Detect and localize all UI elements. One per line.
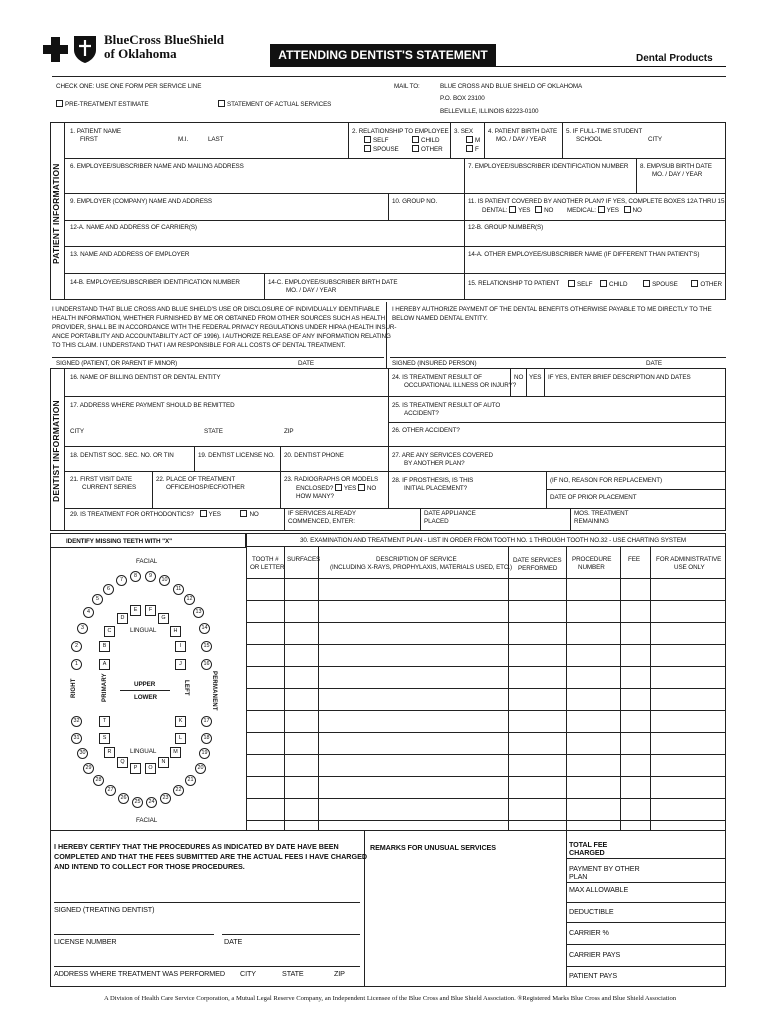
- tooth-22[interactable]: 22: [173, 785, 184, 796]
- field-12a-label: 12-A. NAME AND ADDRESS OF CARRIER(S): [70, 224, 197, 231]
- rel15-spouse-checkbox[interactable]: [643, 280, 650, 287]
- primary-tooth-T[interactable]: T: [99, 716, 110, 727]
- col-yes-header: YES: [529, 374, 542, 381]
- rel15-self-checkbox[interactable]: [568, 280, 575, 287]
- primary-tooth-N[interactable]: N: [158, 757, 169, 768]
- col-procedure-header: PROCEDURE: [572, 556, 612, 563]
- chart-lingual-top: LINGUAL: [130, 627, 157, 634]
- service-row-line: [246, 820, 726, 821]
- service-row-line: [246, 798, 726, 799]
- city-label: CITY: [648, 136, 662, 143]
- rel15-other-checkbox[interactable]: [691, 280, 698, 287]
- service-row-line: [246, 710, 726, 711]
- cert-line-3: AND INTEND TO COLLECT FOR THOSE PROCEDURES.: [54, 862, 245, 871]
- tooth-12[interactable]: 12: [184, 594, 195, 605]
- sex-f-checkbox[interactable]: [466, 145, 473, 152]
- authorization-text: [52, 306, 396, 350]
- chart-lower-label: LOWER: [134, 694, 157, 701]
- treatment-address-label: ADDRESS WHERE TREATMENT WAS PERFORMED: [54, 969, 225, 978]
- enclosed-label: ENCLOSED?: [296, 485, 334, 492]
- service-row-line: [246, 754, 726, 755]
- field-28-label: 28. IF PROSTHESIS, IS THIS: [392, 477, 474, 484]
- field-22-label: 22. PLACE OF TREATMENT: [156, 476, 236, 483]
- auth-line-3: PROVIDER, SHALL BE IN ACCORDANCE WITH THE FEDERAL PRIVACY REGULATIONS UNDER HIPAA (HEALTH INSUR-: [52, 324, 397, 332]
- auth-line-2: HEALTH INFORMATION, WHETHER FURNISHED BY ME OR OBTAINED FROM OTHER SOURCES SUCH AS HEALTH: [52, 315, 386, 323]
- col-no-header: NO: [514, 374, 524, 381]
- rel-self-option[interactable]: [364, 136, 388, 145]
- tooth-13[interactable]: 13: [193, 607, 204, 618]
- tooth-20[interactable]: 20: [195, 763, 206, 774]
- field-5-label: 5. IF FULL-TIME STUDENT: [566, 128, 643, 135]
- field-15-label: 15. RELATIONSHIP TO PATIENT: [468, 280, 560, 287]
- tooth-23[interactable]: 23: [160, 793, 171, 804]
- field-22-sub: OFFICE/HOSP/ECF/OTHER: [166, 484, 245, 491]
- payment-other-label: PAYMENT BY OTHER: [569, 864, 640, 873]
- tooth-8[interactable]: 8: [130, 571, 141, 582]
- other-plan-options[interactable]: [482, 206, 642, 215]
- field-25-sub: ACCIDENT?: [404, 410, 439, 417]
- total-fee-label: TOTAL FEE: [569, 840, 608, 849]
- rel-spouse-label: SPOUSE: [373, 146, 399, 153]
- actual-services-option[interactable]: [218, 100, 331, 109]
- first-name-label: FIRST: [80, 136, 98, 143]
- tooth-3[interactable]: 3: [77, 623, 88, 634]
- services-commenced-label: IF SERVICES ALREADY: [288, 510, 356, 517]
- chart-lingual-bottom: LINGUAL: [130, 748, 157, 755]
- pre-treatment-label: PRE-TREATMENT ESTIMATE: [65, 101, 149, 108]
- auth-line-4: ANCE PORTABILITY AND ACCOUNTABILITY ACT OF 1996). I AUTHORIZE RELEASE OF ANY INFORMATION RELATING: [52, 333, 391, 341]
- tooth-21[interactable]: 21: [185, 775, 196, 786]
- date-appliance-label: DATE APPLIANCE: [424, 510, 476, 517]
- col-procedure-sub: NUMBER: [578, 564, 605, 571]
- field-20-label: 20. DENTIST PHONE: [284, 452, 344, 459]
- radiographs-yes-label: YES: [343, 485, 357, 492]
- primary-tooth-G[interactable]: G: [158, 613, 169, 624]
- tooth-7[interactable]: 7: [116, 575, 127, 586]
- col-fee-header: FEE: [628, 556, 640, 563]
- primary-tooth-R[interactable]: R: [104, 747, 115, 758]
- medical-label: MEDICAL:: [566, 207, 596, 214]
- field-10-label: 10. GROUP NO.: [392, 198, 438, 205]
- form-title: ATTENDING DENTIST'S STATEMENT: [278, 48, 488, 62]
- dentist-city-label: CITY: [70, 428, 84, 435]
- tooth-16[interactable]: 16: [201, 659, 212, 670]
- field-21-sub: CURRENT SERIES: [82, 484, 137, 491]
- sex-m-checkbox[interactable]: [466, 136, 473, 143]
- field-25-label: 25. IS TREATMENT RESULT OF AUTO: [392, 402, 501, 409]
- ortho-no-checkbox[interactable]: [240, 510, 247, 517]
- mail-address-2: P.O. BOX 23100: [440, 95, 485, 102]
- payment-other-sub: PLAN: [569, 872, 588, 881]
- tooth-18[interactable]: 18: [201, 733, 212, 744]
- primary-tooth-D[interactable]: D: [117, 613, 128, 624]
- tooth-17[interactable]: 17: [201, 716, 212, 727]
- col-tooth-sub: OR LETTER: [250, 564, 285, 571]
- tooth-24[interactable]: 24: [146, 797, 157, 808]
- field-17-label: 17. ADDRESS WHERE PAYMENT SHOULD BE REMITTED: [70, 402, 235, 409]
- rel15-child-checkbox[interactable]: [600, 280, 607, 287]
- sex-m-option[interactable]: [466, 136, 480, 145]
- field-6-label: 6. EMPLOYEE/SUBSCRIBER NAME AND MAILING ADDRESS: [70, 163, 244, 170]
- primary-tooth-L[interactable]: L: [175, 733, 186, 744]
- field-9-label: 9. EMPLOYER (COMPANY) NAME AND ADDRESS: [70, 198, 212, 205]
- identify-missing-label: IDENTIFY MISSING TEETH WITH "X": [66, 538, 172, 545]
- tooth-28[interactable]: 28: [93, 775, 104, 786]
- field-23-label: 23. RADIOGRAPHS OR MODELS: [284, 476, 379, 483]
- rel-other-option[interactable]: [412, 145, 443, 154]
- patient-sign-date-label: DATE: [298, 360, 314, 367]
- col-admin-sub: USE ONLY: [674, 564, 705, 571]
- primary-tooth-C[interactable]: C: [104, 626, 115, 637]
- primary-tooth-H[interactable]: H: [170, 626, 181, 637]
- field-26-label: 26. OTHER ACCIDENT?: [392, 427, 460, 434]
- field-24-description: IF YES, ENTER BRIEF DESCRIPTION AND DATES: [548, 374, 691, 381]
- field-14c-label: 14-C. EMPLOYEE/SUBSCRIBER BIRTH DATE: [268, 279, 398, 286]
- field-18-label: 18. DENTIST SOC. SEC. NO. OR TIN: [70, 452, 174, 459]
- radiographs-yes-checkbox[interactable]: [335, 484, 342, 491]
- title-bar: [270, 44, 496, 66]
- sex-m-label: M: [475, 137, 481, 144]
- primary-tooth-O[interactable]: O: [145, 763, 156, 774]
- tooth-31[interactable]: 31: [71, 733, 82, 744]
- pre-treatment-option[interactable]: [56, 100, 149, 109]
- rel15-self-label: SELF: [577, 281, 593, 288]
- medical-no-label: NO: [632, 207, 642, 214]
- total-fee-sub: CHARGED: [569, 848, 605, 857]
- cross-shield-icon: [42, 34, 102, 64]
- tooth-30[interactable]: 30: [77, 748, 88, 759]
- service-row-line: [246, 776, 726, 777]
- primary-tooth-I[interactable]: I: [175, 641, 186, 652]
- chart-facial-top: FACIAL: [136, 558, 158, 565]
- rel15-spouse-label: SPOUSE: [652, 281, 678, 288]
- mail-address-3: BELLEVILLE, ILLINOIS 62223-0100: [440, 108, 539, 115]
- actual-services-checkbox[interactable]: [218, 100, 225, 107]
- field-14c-format: MO. / DAY / YEAR: [286, 287, 337, 294]
- check-one-label: CHECK ONE: USE ONE FORM PER SERVICE LINE: [56, 83, 202, 90]
- tooth-9[interactable]: 9: [145, 571, 156, 582]
- primary-tooth-F[interactable]: F: [145, 605, 156, 616]
- field-24-sub: OCCUPATIONAL ILLNESS OR INJURY?: [404, 382, 517, 389]
- service-row-line: [246, 600, 726, 601]
- insured-signature-label: SIGNED (INSURED PERSON): [392, 360, 477, 367]
- tooth-29[interactable]: 29: [83, 763, 94, 774]
- remarks-input[interactable]: [368, 855, 562, 983]
- school-label: SCHOOL: [576, 136, 602, 143]
- field-16-label: 16. NAME OF BILLING DENTIST OR DENTAL ENTITY: [70, 374, 221, 381]
- license-number-label: LICENSE NUMBER: [54, 937, 117, 946]
- primary-tooth-B[interactable]: B: [99, 641, 110, 652]
- rel15-other-label: OTHER: [700, 281, 722, 288]
- field-27-sub: BY ANOTHER PLAN?: [404, 460, 465, 467]
- tooth-15[interactable]: 15: [201, 641, 212, 652]
- assign-line-2: BELOW NAMED DENTAL ENTITY.: [392, 315, 488, 323]
- col-description-header: DESCRIPTION OF SERVICE: [376, 556, 457, 563]
- col-description-sub: (INCLUDING X-RAYS, PROPHYLAXIS, MATERIALS USED, ETC.): [330, 564, 513, 571]
- radiographs-options[interactable]: [296, 484, 376, 493]
- primary-tooth-E[interactable]: E: [130, 605, 141, 616]
- primary-tooth-M[interactable]: M: [170, 747, 181, 758]
- emp-birth-date-format: MO. / DAY / YEAR: [652, 171, 703, 178]
- how-many-label: HOW MANY?: [296, 493, 334, 500]
- tooth-11[interactable]: 11: [173, 584, 184, 595]
- actual-services-label: STATEMENT OF ACTUAL SERVICES: [227, 101, 332, 108]
- field-19-label: 19. DENTIST LICENSE NO.: [198, 452, 275, 459]
- dental-products-label: Dental Products: [636, 53, 713, 64]
- rel-self-label: SELF: [373, 137, 389, 144]
- radiographs-no-label: NO: [366, 485, 377, 492]
- auth-line-5: TO THIS CLAIM. I UNDERSTAND THAT I AM RESPONSIBLE FOR ALL COSTS OF DENTAL TREATMENT.: [52, 342, 346, 350]
- tooth-2[interactable]: 2: [71, 641, 82, 652]
- date-appliance-sub: PLACED: [424, 518, 449, 525]
- service-row-line: [246, 622, 726, 623]
- birth-date-format: MO. / DAY / YEAR: [496, 136, 547, 143]
- sex-f-option[interactable]: [466, 145, 479, 154]
- carrier-percent-label: CARRIER %: [569, 928, 609, 937]
- bcbs-logo: [42, 34, 102, 64]
- ortho-yes-checkbox[interactable]: [200, 510, 207, 517]
- primary-tooth-P[interactable]: P: [130, 763, 141, 774]
- treatment-zip-label: ZIP: [334, 969, 345, 978]
- cert-line-2: COMPLETED AND THAT THE FEES SUBMITTED ARE THE ACTUAL FEES I HAVE CHARGED: [54, 852, 368, 861]
- chart-facial-bottom: FACIAL: [136, 817, 158, 824]
- field-13-label: 13. NAME AND ADDRESS OF EMPLOYER: [70, 251, 190, 258]
- field-28-sub: INITIAL PLACEMENT?: [404, 485, 468, 492]
- rel15-child-label: CHILD: [609, 281, 628, 288]
- col-date-sub: PERFORMED: [518, 565, 558, 572]
- mi-label: M.I.: [178, 136, 189, 143]
- tooth-5[interactable]: 5: [92, 594, 103, 605]
- field-27-label: 27. ARE ANY SERVICES COVERED: [392, 452, 493, 459]
- ortho-yes-label: YES: [208, 511, 221, 518]
- deductible-label: DEDUCTIBLE: [569, 907, 614, 916]
- field-30-label: 30. EXAMINATION AND TREATMENT PLAN - LIST IN ORDER FROM TOOTH NO. 1 THROUGH TOOTH NO.32 - USE CHARTING SYSTEM: [300, 537, 686, 544]
- chart-upper-label: UPPER: [134, 681, 156, 688]
- chart-right-label: RIGHT: [71, 678, 77, 698]
- field-12b-label: 12-B. GROUP NUMBER(S): [468, 224, 544, 231]
- max-allowable-label: MAX ALLOWABLE: [569, 885, 629, 894]
- medical-yes-checkbox[interactable]: [598, 206, 605, 213]
- chart-left-label: LEFT: [183, 680, 189, 696]
- logo-text: [104, 33, 224, 61]
- medical-no-checkbox[interactable]: [624, 206, 631, 213]
- last-name-label: LAST: [208, 136, 224, 143]
- field-8-label: 8. EMP/SUB BIRTH DATE: [640, 163, 712, 170]
- assign-line-1: I HEREBY AUTHORIZE PAYMENT OF THE DENTAL BENEFITS OTHERWISE PAYABLE TO ME DIRECTLY TO THE: [392, 306, 712, 313]
- dental-label: DENTAL:: [482, 207, 508, 214]
- patient-pays-label: PATIENT PAYS: [569, 971, 618, 980]
- field-4-label: 4. PATIENT BIRTH DATE: [488, 128, 558, 135]
- tooth-6[interactable]: 6: [103, 584, 114, 595]
- field-14a-label: 14-A. OTHER EMPLOYEE/SUBSCRIBER NAME (IF DIFFERENT THAN PATIENT'S): [468, 251, 700, 258]
- chart-permanent-label: PERMANENT: [211, 671, 217, 711]
- primary-tooth-S[interactable]: S: [99, 733, 110, 744]
- tooth-10[interactable]: 10: [159, 575, 170, 586]
- tooth-26[interactable]: 26: [118, 793, 129, 804]
- assignment-text: [392, 306, 712, 323]
- treatment-city-label: CITY: [240, 969, 256, 978]
- service-row-line: [246, 688, 726, 689]
- col-admin-header: FOR ADMINISTRATIVE: [656, 556, 722, 563]
- field-7-label: 7. EMPLOYEE/SUBSCRIBER IDENTIFICATION NUMBER: [468, 163, 629, 170]
- carrier-pays-label: CARRIER PAYS: [569, 950, 621, 959]
- sex-f-label: F: [475, 146, 479, 153]
- tooth-27[interactable]: 27: [105, 785, 116, 796]
- field-3-label: 3. SEX: [454, 128, 474, 135]
- primary-tooth-A[interactable]: A: [99, 659, 110, 670]
- auth-line-1: I UNDERSTAND THAT BLUE CROSS AND BLUE SHIELD'S USE OR DISCLOSURE OF INDIVIDUALLY IDENTIFIABLE: [52, 306, 380, 313]
- primary-tooth-J[interactable]: J: [175, 659, 186, 670]
- ortho-no-label: NO: [249, 511, 259, 518]
- footer-text: A Division of Health Care Service Corporation, a Mutual Legal Reserve Company, an Independent Licensee of the Blue Cross and Blue Shield Association. ®Registered Marks Blue Cross and Blue Shield Association: [103, 995, 677, 1002]
- radiographs-no-checkbox[interactable]: [358, 484, 365, 491]
- tooth-32[interactable]: 32: [71, 716, 82, 727]
- field-11-label: 11. IS PATIENT COVERED BY ANOTHER PLAN? IF YES, COMPLETE BOXES 12A THRU 15.: [468, 198, 726, 205]
- patient-info-side-label: PATIENT INFORMATION: [51, 163, 61, 264]
- field-14b-label: 14-B. EMPLOYEE/SUBSCRIBER IDENTIFICATION NUMBER: [70, 279, 240, 286]
- logo-line-2: of Oklahoma: [104, 46, 177, 61]
- replacement-reason-label: (IF NO, REASON FOR REPLACEMENT): [550, 477, 663, 484]
- dental-yes-checkbox[interactable]: [509, 206, 516, 213]
- col-tooth-header: TOOTH #: [252, 556, 279, 563]
- rel-child-label: CHILD: [421, 137, 440, 144]
- col-surfaces-header: SURFACES: [287, 556, 321, 563]
- cert-date-label: DATE: [224, 937, 243, 946]
- dentist-signature-label: SIGNED (TREATING DENTIST): [54, 905, 155, 914]
- mail-to-label: MAIL TO:: [394, 83, 420, 90]
- services-commenced-sub: COMMENCED, ENTER:: [288, 518, 355, 525]
- rel-other-label: OTHER: [421, 146, 443, 153]
- dentist-state-label: STATE: [204, 428, 223, 435]
- service-row-line: [246, 666, 726, 667]
- medical-yes-label: YES: [606, 207, 619, 214]
- tooth-14[interactable]: 14: [199, 623, 210, 634]
- rel-child-option[interactable]: [412, 136, 439, 145]
- primary-tooth-K[interactable]: K: [175, 716, 186, 727]
- mos-treatment-label: MOS. TREATMENT: [574, 510, 629, 517]
- rel-spouse-option[interactable]: [364, 145, 399, 154]
- col-date-header: DATE SERVICES: [513, 557, 562, 564]
- pre-treatment-checkbox[interactable]: [56, 100, 63, 107]
- dentist-zip-label: ZIP: [284, 428, 294, 435]
- tooth-4[interactable]: 4: [83, 607, 94, 618]
- rel-patient-options[interactable]: [568, 280, 722, 289]
- logo-line-1: BlueCross BlueShield: [104, 32, 225, 47]
- field-21-label: 21. FIRST VISIT DATE: [70, 476, 133, 483]
- insured-sign-date-label: DATE: [646, 360, 662, 367]
- tooth-25[interactable]: 25: [132, 797, 143, 808]
- certification-text: [54, 842, 367, 872]
- dentist-info-side-label: DENTIST INFORMATION: [51, 400, 61, 502]
- tooth-1[interactable]: 1: [71, 659, 82, 670]
- field-29-label: 29. IS TREATMENT FOR ORTHODONTICS?: [70, 511, 194, 518]
- rel-other-checkbox[interactable]: [412, 145, 419, 152]
- prior-placement-label: DATE OF PRIOR PLACEMENT: [550, 494, 637, 501]
- field-2-label: 2. RELATIONSHIP TO EMPLOYEE: [352, 128, 449, 135]
- rel-child-checkbox[interactable]: [412, 136, 419, 143]
- dental-no-label: NO: [544, 207, 554, 214]
- patient-signature-label: SIGNED (PATIENT, OR PARENT IF MINOR): [56, 360, 178, 367]
- remarks-label: REMARKS FOR UNUSUAL SERVICES: [370, 843, 496, 852]
- dental-no-checkbox[interactable]: [535, 206, 542, 213]
- mos-treatment-sub: REMAINING: [574, 518, 609, 525]
- tooth-19[interactable]: 19: [199, 748, 210, 759]
- rel-self-checkbox[interactable]: [364, 136, 371, 143]
- chart-primary-label: PRIMARY: [102, 673, 108, 702]
- treatment-state-label: STATE: [282, 969, 304, 978]
- rel-spouse-checkbox[interactable]: [364, 145, 371, 152]
- primary-tooth-Q[interactable]: Q: [117, 757, 128, 768]
- cert-line-1: I HEREBY CERTIFY THAT THE PROCEDURES AS INDICATED BY DATE HAVE BEEN: [54, 842, 339, 851]
- orthodontics-question[interactable]: [70, 510, 259, 519]
- service-row-line: [246, 644, 726, 645]
- service-row-line: [246, 732, 726, 733]
- dental-yes-label: YES: [518, 207, 531, 214]
- mail-address-1: BLUE CROSS AND BLUE SHIELD OF OKLAHOMA: [440, 83, 583, 90]
- patient-name-input[interactable]: [68, 144, 344, 156]
- field-24-label: 24. IS TREATMENT RESULT OF: [392, 374, 482, 381]
- field-1-label: 1. PATIENT NAME: [70, 128, 121, 135]
